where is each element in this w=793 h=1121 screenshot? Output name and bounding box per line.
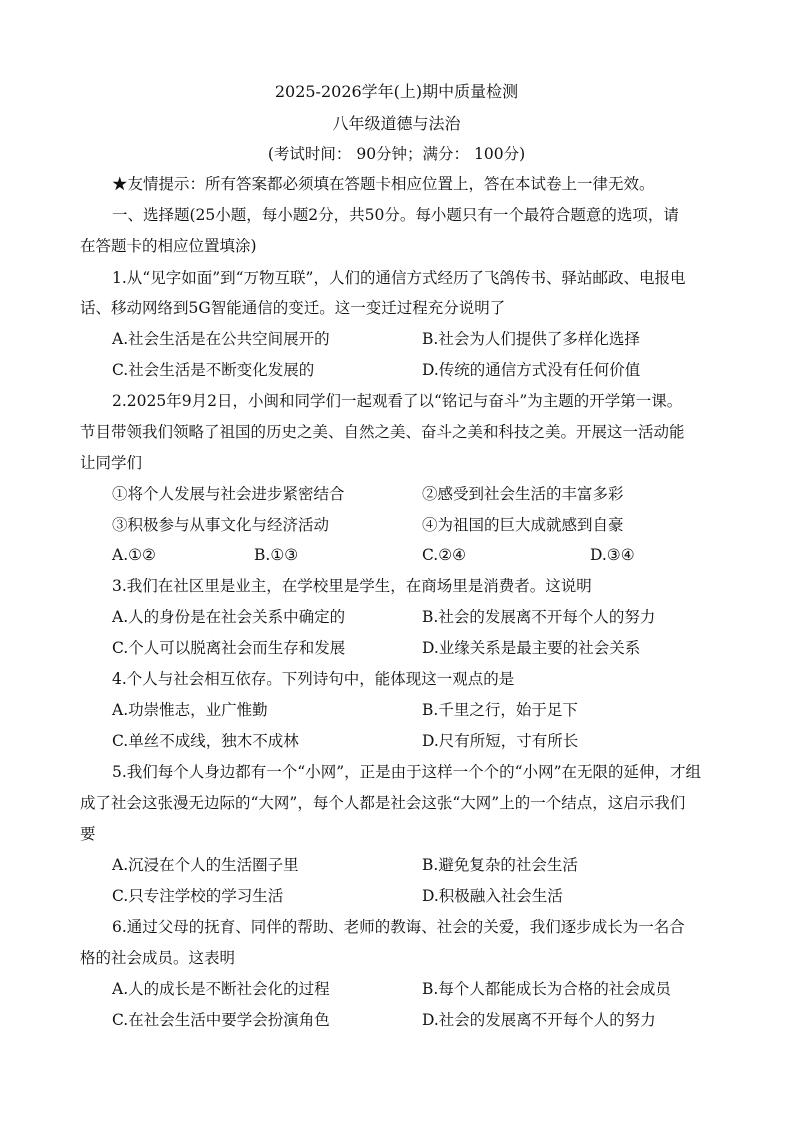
exam-subject: 八年级道德与法治: [332, 114, 461, 133]
question-5-option-d: D.积极融入社会生活: [422, 887, 563, 905]
question-5-stem-cont: 成了社会这张漫无边际的“大网”，每个人都是社会这张“大网”上的一个结点，这启示我们: [80, 794, 686, 812]
question-4-option-c: C.单丝不成线，独木不成林: [112, 732, 299, 750]
question-6-option-b: B.每个人都能成长为合格的社会成员: [422, 980, 671, 998]
exam-info: (考试时间： 90分钟；满分： 100分): [267, 145, 526, 163]
question-5-option-b: B.避免复杂的社会生活: [422, 856, 578, 874]
question-1-option-b: B.社会为人们提供了多样化选择: [422, 330, 640, 348]
question-3-option-b: B.社会的发展离不开每个人的努力: [422, 608, 656, 626]
question-4-option-d: D.尺有所短，寸有所长: [422, 732, 579, 750]
question-4-stem: 4.个人与社会相互依存。下列诗句中，能体现这一观点的是: [112, 670, 515, 688]
question-5-stem-cont: 要: [80, 825, 96, 843]
question-5-option-a: A.沉浸在个人的生活圈子里: [112, 856, 299, 874]
question-2-stem: 2.2025年9月2日，小闽和同学们一起观看了以“铭记与奋斗”为主题的开学第一课。: [112, 392, 683, 410]
question-6-stem-cont: 格的社会成员。这表明: [80, 949, 236, 967]
question-2-statement-1: ①将个人发展与社会进步紧密结合: [112, 485, 345, 503]
question-6-stem: 6.通过父母的抚育、同伴的帮助、老师的教诲、社会的关爱，我们逐步成长为一名合: [112, 918, 685, 936]
question-1-option-c: C.社会生活是不断变化发展的: [112, 361, 315, 379]
question-6-option-d: D.社会的发展离不开每个人的努力: [422, 1011, 656, 1029]
question-2-statement-2: ②感受到社会生活的丰富多彩: [422, 485, 624, 503]
question-4-option-b: B.千里之行，始于足下: [422, 701, 578, 719]
question-3-option-a: A.人的身份是在社会关系中确定的: [112, 608, 346, 626]
question-2-option-b: B.①③: [254, 546, 299, 564]
question-6-option-a: A.人的成长是不断社会化的过程: [112, 980, 330, 998]
notice-text: ★友情提示：所有答案都必须填在答题卡相应位置上，答在本试卷上一律无效。: [112, 175, 655, 193]
question-5-option-c: C.只专注学校的学习生活: [112, 887, 284, 905]
question-1-option-d: D.传统的通信方式没有任何价值: [422, 361, 641, 379]
question-6-option-c: C.在社会生活中要学会扮演角色: [112, 1011, 330, 1029]
question-2-option-d: D.③④: [590, 546, 635, 564]
question-4-option-a: A.功崇惟志，业广惟勤: [112, 701, 268, 719]
question-3-option-d: D.业缘关系是最主要的社会关系: [422, 639, 641, 657]
section-heading-cont: 在答题卡的相应位置填涂): [80, 237, 257, 255]
exam-title: 2025-2026学年(上)期中质量检测: [274, 82, 519, 101]
question-3-option-c: C.个人可以脱离社会而生存和发展: [112, 639, 346, 657]
question-3-stem: 3.我们在社区里是业主，在学校里是学生，在商场里是消费者。这说明: [112, 577, 592, 595]
question-2-stem-cont: 节目带领我们领略了祖国的历史之美、自然之美、奋斗之美和科技之美。开展这一活动能: [80, 423, 685, 441]
question-1-stem: 1.从“见字如面”到“万物互联”，人们的通信方式经历了飞鸽传书、驿站邮政、电报电: [112, 269, 686, 287]
question-2-statement-3: ③积极参与从事文化与经济活动: [112, 516, 330, 534]
question-1-stem-cont: 话、移动网络到5G智能通信的变迁。这一变迁过程充分说明了: [80, 299, 506, 317]
section-heading: 一、选择题(25小题，每小题2分，共50分。每小题只有一个最符合题意的选项，请: [112, 206, 679, 224]
question-1-option-a: A.社会生活是在公共空间展开的: [112, 330, 330, 348]
question-5-stem: 5.我们每个人身边都有一个“小网”，正是由于这样一个个的“小网”在无限的延伸，才组: [112, 763, 701, 781]
question-2-option-a: A.①②: [112, 546, 156, 564]
question-2-stem-cont: 让同学们: [80, 454, 143, 472]
question-2-statement-4: ④为祖国的巨大成就感到自豪: [422, 516, 624, 534]
question-2-option-c: C.②④: [422, 546, 467, 564]
